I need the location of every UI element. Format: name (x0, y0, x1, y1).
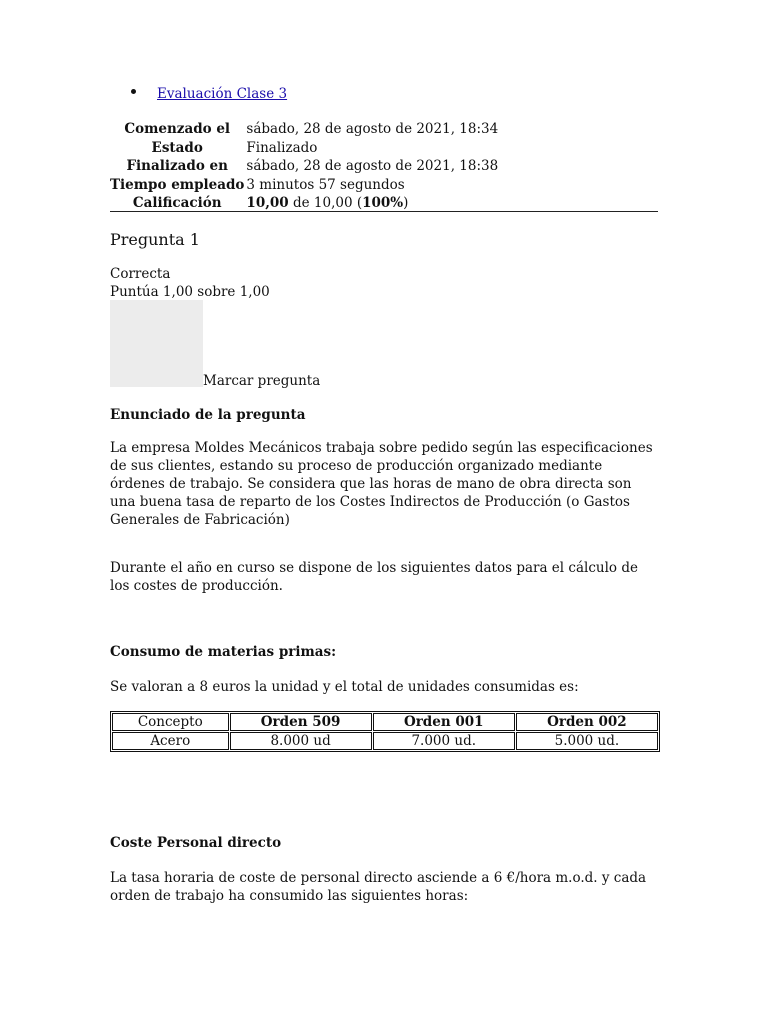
table-header-row (112, 713, 658, 731)
question-paragraph-1: La empresa Moldes Mecánicos trabaja sobre pedido según las especificaciones de sus clientes, estando su proceso de producción organizado mediante órdenes de trabajo. Se considera que las horas de mano de obra directa son una buena tasa de reparto de los Costes Indirectos de Producción (o Gastos Generales de Fabricación) (110, 440, 653, 528)
question-paragraph-2: Durante el año en curso se dispone de los siguientes datos para el cálculo de los costes de producción. (110, 560, 638, 594)
bullet-icon (131, 89, 136, 94)
question-heading: Enunciado de la pregunta (110, 407, 306, 423)
flag-image-placeholder (110, 300, 203, 387)
summary-label: Estado (151, 139, 203, 156)
table-header: Concepto (112, 713, 229, 731)
table-cell: 8.000 ud (230, 732, 372, 750)
summary-row (110, 120, 498, 139)
summary-label: Tiempo empleado (110, 176, 245, 193)
table-cell: 5.000 ud. (516, 732, 658, 750)
grade-close: ) (403, 195, 409, 212)
grade-score: 10,00 (246, 195, 289, 212)
summary-label: Finalizado en (126, 158, 228, 175)
flag-question-link[interactable]: Marcar pregunta (203, 373, 321, 389)
table-header: Orden 001 (373, 713, 515, 731)
divider (110, 211, 658, 212)
question-status (110, 266, 270, 301)
quiz-link[interactable]: Evaluación Clase 3 (157, 86, 288, 102)
score-text: Puntúa 1,00 sobre 1,00 (110, 283, 270, 300)
summary-label: Calificación (132, 195, 222, 212)
materials-table (110, 711, 660, 752)
summary-row (110, 176, 498, 195)
table-header: Orden 509 (230, 713, 372, 731)
grade-max: de 10,00 ( (288, 195, 363, 212)
summary-row (110, 157, 498, 176)
materials-text: Se valoran a 8 euros la unidad y el total de unidades consumidas es: (110, 679, 579, 695)
table-row (112, 732, 658, 750)
table-header: Orden 002 (516, 713, 658, 731)
labor-heading: Coste Personal directo (110, 835, 282, 851)
summary-value: Finalizado (246, 139, 318, 156)
summary-label: Comenzado el (124, 121, 231, 138)
table-cell: 7.000 ud. (373, 732, 515, 750)
materials-heading: Consumo de materias primas: (110, 644, 337, 660)
question-title: Pregunta 1 (110, 230, 200, 249)
summary-row (110, 194, 498, 213)
labor-text: La tasa horaria de coste de personal directo asciende a 6 €/hora m.o.d. y cada orden de trabajo ha consumido las siguientes horas: (110, 870, 647, 904)
table-cell: Acero (112, 732, 229, 750)
status-text: Correcta (110, 266, 171, 282)
summary-value: 3 minutos 57 segundos (246, 176, 405, 193)
summary-value: sábado, 28 de agosto de 2021, 18:38 (246, 158, 499, 175)
grade-percent: 100% (362, 195, 404, 212)
summary-value: sábado, 28 de agosto de 2021, 18:34 (246, 121, 499, 138)
attempt-summary (110, 120, 498, 213)
grade-value (244, 194, 498, 213)
summary-row (110, 139, 498, 158)
